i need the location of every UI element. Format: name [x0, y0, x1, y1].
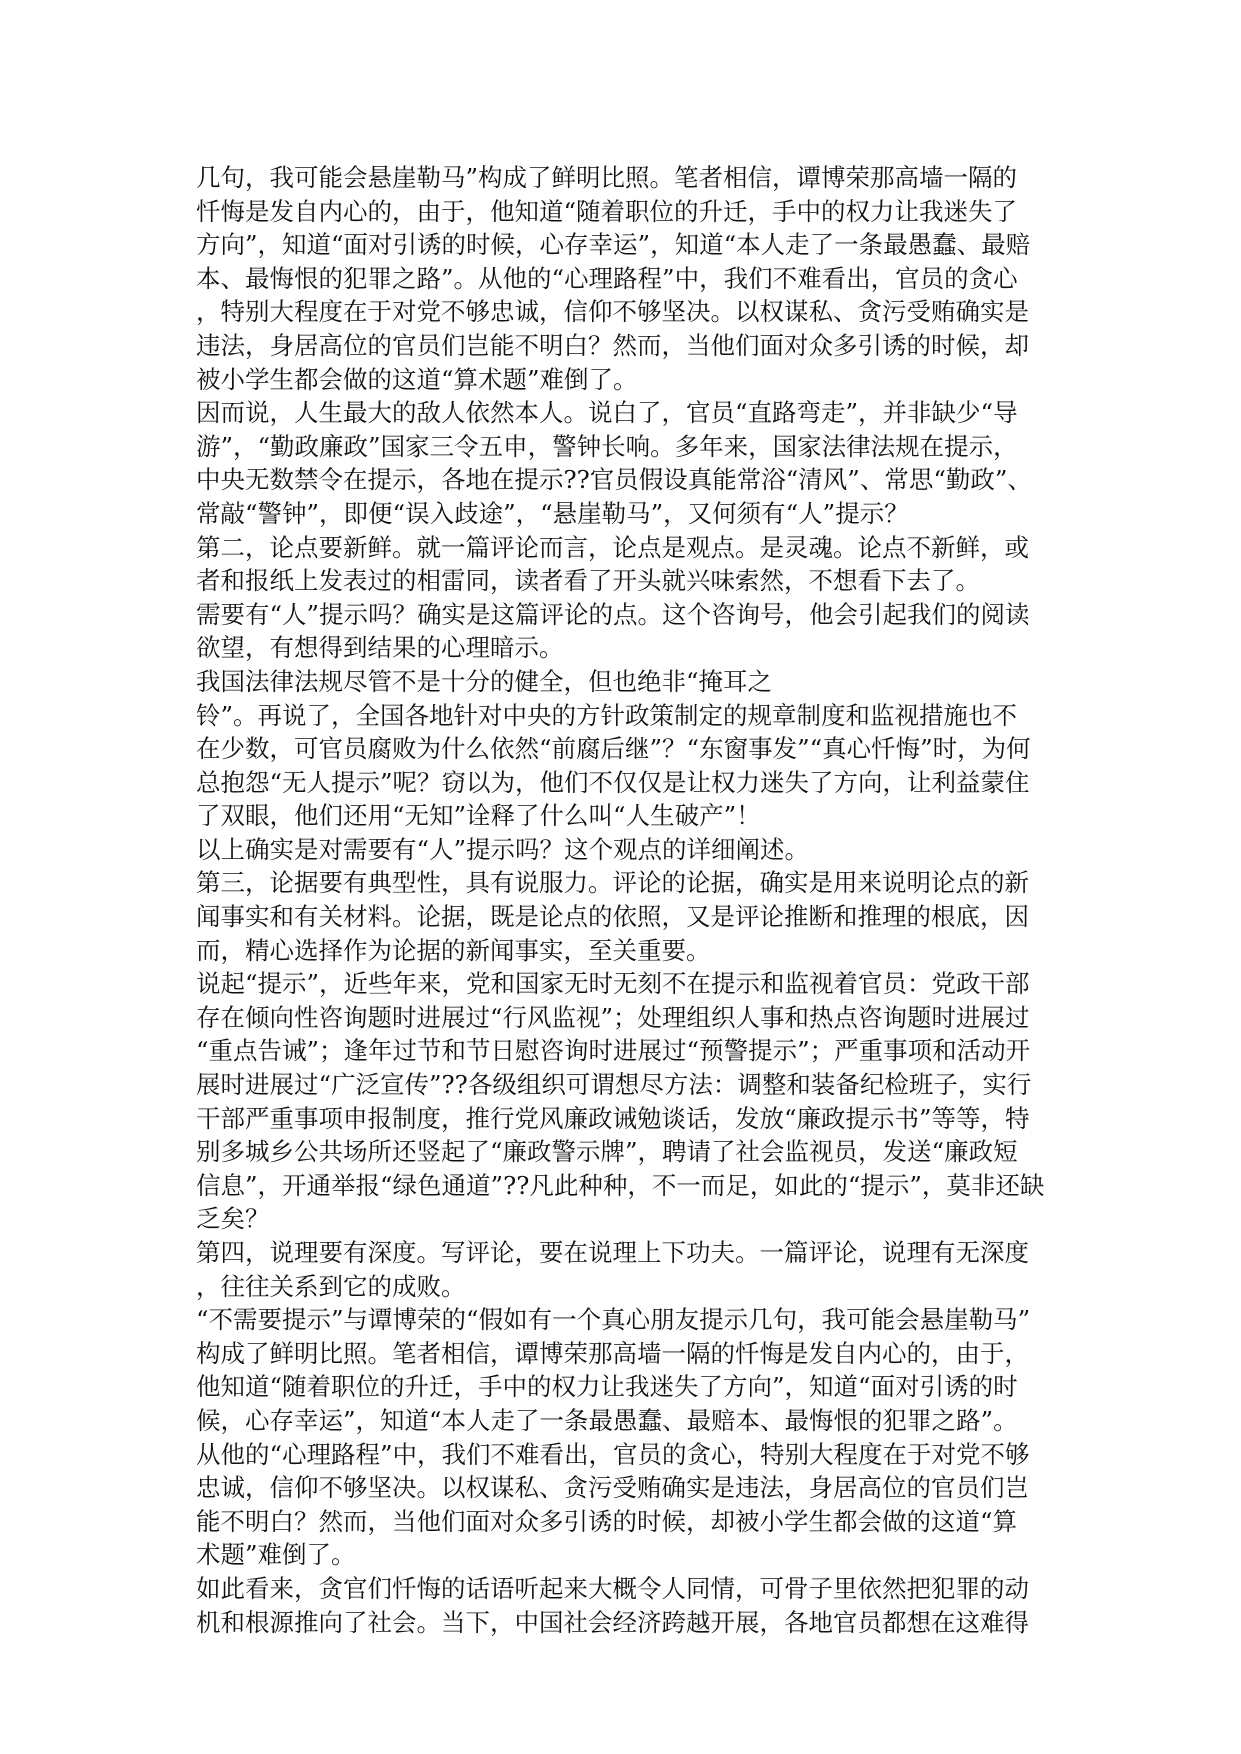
- text-line: 铃”。再说了，全国各地针对中央的方针政策制定的规章制度和监视措施也不: [196, 700, 1018, 730]
- text-line: 闻事实和有关材料。论据，既是论点的依照，又是评论推断和推理的根底，因: [196, 902, 1029, 932]
- text-line: 候，心存幸运”，知道“本人走了一条最愚蠢、最赔本、最悔恨的犯罪之路”。: [196, 1405, 1018, 1435]
- text-line: 总抱怨“无人提示”呢？窃以为，他们不仅仅是让权力迷失了方向，让利益蒙住: [196, 767, 1030, 797]
- text-line: 干部严重事项申报制度，推行党风廉政诫勉谈话，发放“廉政提示书”等等，特: [196, 1103, 1030, 1133]
- text-line: 从他的“心理路程”中，我们不难看出，官员的贪心，特别大程度在于对党不够: [196, 1439, 1030, 1469]
- text-line: 乏矣？: [196, 1204, 270, 1234]
- text-line: 以上确实是对需要有“人”提示吗？这个观点的详细阐述。: [196, 834, 810, 864]
- text-line: 第三，论据要有典型性，具有说服力。评论的论据，确实是用来说明论点的新: [196, 868, 1029, 898]
- text-line: 违法，身居高位的官员们岂能不明白？然而，当他们面对众多引诱的时候，却: [196, 330, 1029, 360]
- text-line: 他知道“随着职位的升迁，手中的权力让我迷失了方向”，知道“面对引诱的时: [196, 1372, 1018, 1402]
- text-line: 中央无数禁令在提示，各地在提示??官员假设真能常浴“清风”、常思“勤政”、: [196, 465, 1032, 495]
- text-line: 了双眼，他们还用“无知”诠释了什么叫“人生破产”！: [196, 801, 761, 831]
- text-line: 几句，我可能会悬崖勒马”构成了鲜明比照。笔者相信，谭博荣那高墙一隔的: [196, 163, 1018, 192]
- text-line: 忏悔是发自内心的，由于，他知道“随着职位的升迁，手中的权力让我迷失了: [196, 196, 1018, 226]
- text-line: “重点告诫”；逢年过节和节日慰咨询时进展过“预警提示”；严重事项和活动开: [196, 1036, 1031, 1066]
- text-line: 我国法律法规尽管不是十分的健全，但也绝非“掩耳之: [196, 666, 773, 696]
- text-line: 本、最悔恨的犯罪之路”。从他的“心理路程”中，我们不难看出，官员的贪心: [196, 263, 1018, 293]
- text-line: 被小学生都会做的这道“算术题”难倒了。: [196, 364, 638, 394]
- text-line: 术题”难倒了。: [196, 1540, 356, 1570]
- text-line: 说起“提示”，近些年来，党和国家无时无刻不在提示和监视着官员：党政干部: [196, 969, 1030, 999]
- text-line: 第四，说理要有深度。写评论，要在说理上下功夫。一篇评论，说理有无深度: [196, 1238, 1029, 1267]
- text-line: 者和报纸上发表过的相雷同，读者看了开头就兴味索然，不想看下去了。: [196, 566, 980, 596]
- text-line: 而，精心选择作为论据的新闻事实，至关重要。: [196, 935, 711, 965]
- text-line: 存在倾向性咨询题时进展过“行风监视”；处理组织人事和热点咨询题时进展过: [196, 1002, 1030, 1032]
- text-line: 展时进展过“广泛宣传”??各级组织可谓想尽方法：调整和装备纪检班子，实行: [196, 1070, 1032, 1100]
- document-body: [196, 161, 1056, 1639]
- text-line: 欲望，有想得到结果的心理暗示。: [196, 633, 564, 663]
- text-line: 常敲“警钟”，即便“误入歧途”，“悬崖勒马”，又何须有“人”提示？: [196, 498, 909, 528]
- text-line: 能不明白？然而，当他们面对众多引诱的时候，却被小学生都会做的这道“算: [196, 1506, 1018, 1536]
- text-line: 构成了鲜明比照。笔者相信，谭博荣那高墙一隔的忏悔是发自内心的，由于，: [196, 1338, 1029, 1368]
- text-line: 如此看来，贪官们忏悔的话语听起来大概令人同情，可骨子里依然把犯罪的动: [196, 1573, 1029, 1603]
- text-line: 因而说，人生最大的敌人依然本人。说白了，官员“直路弯走”，并非缺少“导: [196, 398, 1018, 428]
- text-line: 机和根源推向了社会。当下，中国社会经济跨越开展，各地官员都想在这难得: [196, 1607, 1029, 1637]
- text-line: 在少数，可官员腐败为什么依然“前腐后继”？“东窗事发”“真心忏悔”时，为何: [196, 734, 1031, 764]
- text-line: 别多城乡公共场所还竖起了“廉政警示牌”，聘请了社会监视员，发送“廉政短: [196, 1137, 1018, 1167]
- text-line: 第二，论点要新鲜。就一篇评论而言，论点是观点。是灵魂。论点不新鲜，或: [196, 532, 1029, 562]
- text-line: 忠诚，信仰不够坚决。以权谋私、贪污受贿确实是违法，身居高位的官员们岂: [196, 1473, 1029, 1503]
- text-line: ，往往关系到它的成败。: [196, 1271, 466, 1301]
- text-line: 需要有“人”提示吗？确实是这篇评论的点。这个咨询号，他会引起我们的阅读: [196, 599, 1030, 629]
- text-line: 信息”，开通举报“绿色通道”??凡此种种，不一而足，如此的“提示”，莫非还缺: [196, 1170, 1045, 1200]
- text-line: 游”，“勤政廉政”国家三令五申，警钟长响。多年来，国家法律法规在提示，: [196, 431, 1018, 461]
- text-line: ，特别大程度在于对党不够忠诚，信仰不够坚决。以权谋私、贪污受贿确实是: [196, 297, 1029, 327]
- text-line: 方向”，知道“面对引诱的时候，心存幸运”，知道“本人走了一条最愚蠢、最赔: [196, 230, 1031, 260]
- text-line: “不需要提示”与谭博荣的“假如有一个真心朋友提示几句，我可能会悬崖勒马”: [196, 1305, 1031, 1335]
